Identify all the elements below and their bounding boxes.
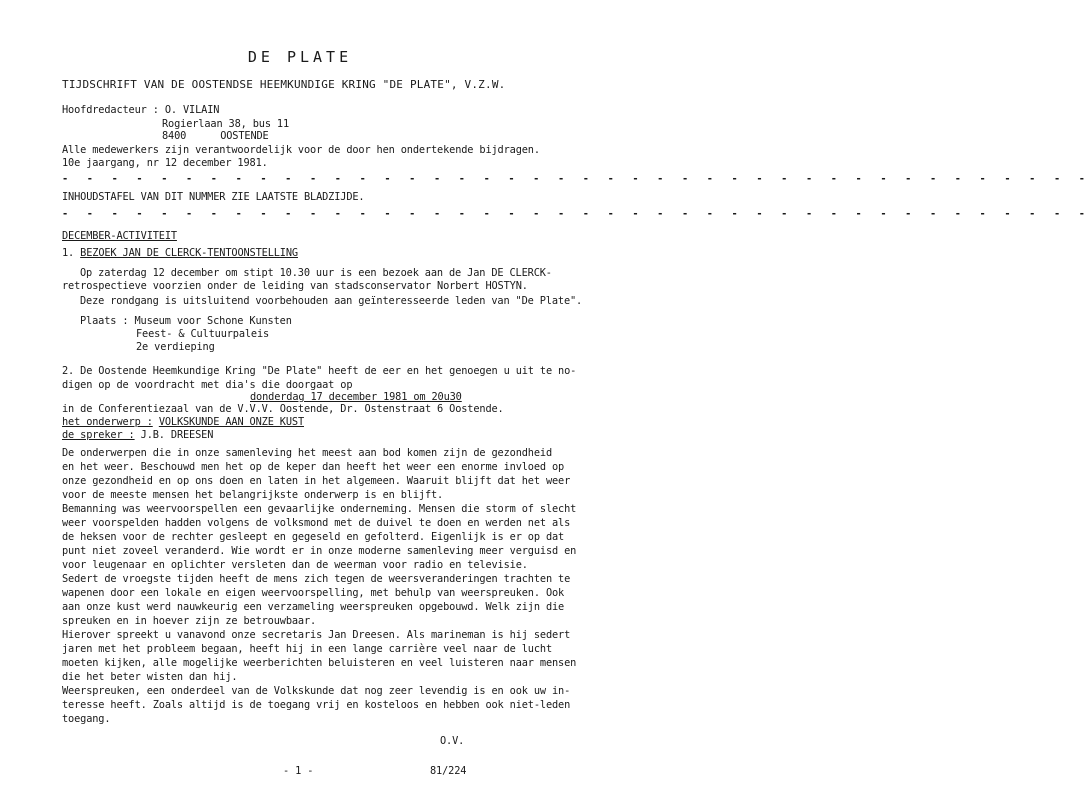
subject-value: VOLKSKUNDE AAN ONZE KUST (158, 416, 304, 428)
document-reference: 81/224 (430, 765, 467, 777)
body-line: Hierover spreekt u vanavond onze secretaris Jan Dreesen. Als marineman is hij sedert (62, 629, 571, 641)
item1-text-line: Op zaterdag 12 december om stipt 10.30 uur is een bezoek aan de Jan DE CLERCK- (80, 267, 552, 279)
address-city-line (162, 129, 269, 143)
event-date: donderdag 17 december 1981 om 20u30 (250, 391, 462, 403)
body-line: die het beter wisten dan hij. (62, 671, 238, 683)
address-city: OOSTENDE (220, 130, 269, 142)
editor-line (62, 103, 219, 117)
magazine-title: DE PLATE (247, 48, 353, 66)
address-postcode: 8400 (162, 130, 187, 142)
body-line: onze gezondheid en op ons doen en laten in het algemeen. Waaruit blijft dat het weer (62, 475, 571, 487)
issue-info: 10e jaargang, nr 12 december 1981. (62, 157, 268, 169)
separator-line: - - - - - - - - - - - - - - - - - - - - - - - - - - - - - - - - - - - - - - - - - - (62, 173, 1091, 185)
body-line: Weerspreuken, een onderdeel van de Volkskunde dat nog zeer levendig is en ook uw in- (62, 685, 571, 697)
place-value: Museum voor Schone Kunsten (134, 315, 292, 327)
section-heading: DECEMBER-ACTIVITEIT (62, 230, 177, 242)
body-line: voor leugenaar en oplichter versleten dan de weerman voor radio en televisie. (62, 559, 528, 571)
speaker-line (62, 428, 213, 442)
body-line: De onderwerpen die in onze samenleving het meest aan bod komen zijn de gezondheid (62, 447, 552, 459)
body-line: punt niet zoveel veranderd. Wie wordt er in onze moderne samenleving meer verguisd en (62, 545, 577, 557)
speaker-value: J.B. DREESEN (140, 429, 214, 441)
body-line: Bemanning was weervoorspellen een gevaarlijke onderneming. Mensen die storm of slecht (62, 503, 577, 515)
body-line: weer voorspelden hadden volgens de volksmond met de duivel te doen en werden net als (62, 517, 571, 529)
item2-text-line: digen op de voordracht met dia's die doorgaat op (62, 379, 353, 391)
body-line: spreuken en in hoever zijn ze betrouwbaar. (62, 615, 317, 627)
place-value: 2e verdieping (136, 341, 215, 353)
body-line: de heksen voor de rechter gesleept en gegeseld en gefolterd. Eigenlijk is er op dat (62, 531, 565, 543)
signature: O.V. (440, 735, 465, 747)
item1-number: 1. (62, 247, 75, 259)
event-venue: in de Conferentiezaal van de V.V.V. Oostende, Dr. Ostenstraat 6 Oostende. (62, 403, 504, 415)
editor-name: O. VILAIN (164, 104, 220, 116)
body-line: aan onze kust werd nauwkeurig een verzameling weerspreuken opgebouwd. Welk zijn die (62, 601, 565, 613)
place-line (80, 314, 292, 328)
body-line: toegang. (62, 713, 111, 725)
item1-note: Deze rondgang is uitsluitend voorbehouden aan geïnteresseerde leden van "De Plate". (80, 295, 583, 307)
speaker-label: de spreker : (62, 429, 135, 441)
body-line: teresse heeft. Zoals altijd is de toegang vrij en kosteloos en hebben ook niet-leden (62, 699, 571, 711)
address-street: Rogierlaan 38, bus 11 (162, 118, 290, 130)
page-number: - 1 - (283, 765, 314, 777)
body-line: moeten kijken, alle mogelijke weerberichten beluisteren en veel luisteren naar mensen (62, 657, 577, 669)
body-line: en het weer. Beschouwd men het op de keper dan heeft het weer een enorme invloed op (62, 461, 565, 473)
subject-line (62, 415, 304, 429)
subject-label: het onderwerp : (62, 416, 153, 428)
item1-title: BEZOEK JAN DE CLERCK-TENTOONSTELLING (80, 247, 298, 259)
magazine-subtitle: TIJDSCHRIFT VAN DE OOSTENDSE HEEMKUNDIGE KRING "DE PLATE", V.Z.W. (62, 78, 506, 91)
item1-heading (62, 246, 298, 260)
editor-label: Hoofdredacteur : (62, 104, 159, 116)
body-line: Sedert de vroegste tijden heeft de mens zich tegen de weersveranderingen trachten te (62, 573, 571, 585)
place-value: Feest- & Cultuurpaleis (136, 328, 270, 340)
separator-line: - - - - - - - - - - - - - - - - - - - - - - - - - - - - - - - - - - - - - - - - - - (62, 208, 1091, 220)
body-line: wapenen door een lokale en eigen weervoorspelling, met behulp van weerspreuken. Ook (62, 587, 565, 599)
responsibility-note: Alle medewerkers zijn verantwoordelijk voor de door hen ondertekende bijdragen. (62, 144, 540, 156)
body-line: jaren met het probleem begaan, heeft hij in een lange carrière veel naar de lucht (62, 643, 552, 655)
place-label: Plaats : (80, 315, 129, 327)
item2-text-line: 2. De Oostende Heemkundige Kring "De Plate" heeft de eer en het genoegen u uit te no- (62, 365, 577, 377)
toc-note: INHOUDSTAFEL VAN DIT NUMMER ZIE LAATSTE BLADZIJDE. (62, 191, 365, 203)
body-line: voor de meeste mensen het belangrijkste onderwerp is en blijft. (62, 489, 444, 501)
item1-text-line: retrospectieve voorzien onder de leiding van stadsconservator Norbert HOSTYN. (62, 280, 528, 292)
